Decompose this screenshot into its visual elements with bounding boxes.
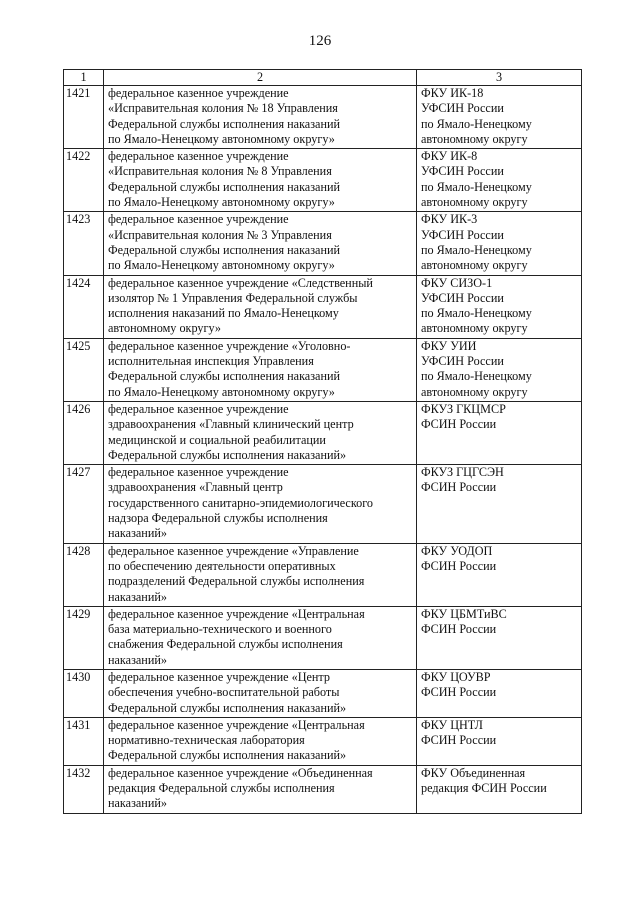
institution-abbreviation: ФКУ УОДОП ФСИН России (417, 543, 582, 606)
column-header-1: 1 (64, 70, 104, 86)
row-number: 1427 (64, 465, 104, 543)
table-row (64, 465, 582, 543)
column-header-3: 3 (417, 70, 582, 86)
institution-abbreviation: ФКУ ЦНТЛ ФСИН России (417, 717, 582, 765)
institution-abbreviation: ФКУЗ ГКЦМСР ФСИН России (417, 401, 582, 464)
institution-name: федеральное казенное учреждение «Исправительная колония № 8 Управления Федеральной службы исполнения наказаний по Ямало-Ненецкому автономному округу» (104, 149, 417, 212)
institution-name: федеральное казенное учреждение «Центральная нормативно-техническая лаборатория Федеральной службы исполнения наказаний» (104, 717, 417, 765)
row-number: 1421 (64, 86, 104, 149)
institutions-table (63, 69, 582, 814)
row-number: 1423 (64, 212, 104, 275)
institution-name: федеральное казенное учреждение «Управление по обеспечению деятельности оперативных подразделений Федеральной службы исполнения наказаний» (104, 543, 417, 606)
table-row (64, 86, 582, 149)
institution-name: федеральное казенное учреждение «Исправительная колония № 18 Управления Федеральной службы исполнения наказаний по Ямало-Ненецкому автономному округу» (104, 86, 417, 149)
row-number: 1431 (64, 717, 104, 765)
row-number: 1426 (64, 401, 104, 464)
institution-abbreviation: ФКУ УИИ УФСИН России по Ямало-Ненецкому автономному округу (417, 338, 582, 401)
institution-name: федеральное казенное учреждение «Центральная база материально-технического и военного снабжения Федеральной службы исполнения наказаний» (104, 606, 417, 669)
institution-abbreviation: ФКУ ИК-18 УФСИН России по Ямало-Ненецкому автономному округу (417, 86, 582, 149)
row-number: 1429 (64, 606, 104, 669)
row-number: 1422 (64, 149, 104, 212)
table-row (64, 275, 582, 338)
institution-name: федеральное казенное учреждение здравоохранения «Главный клинический центр медицинской и социальной реабилитации Федеральной службы исполнения наказаний» (104, 401, 417, 464)
table-row (64, 606, 582, 669)
institution-abbreviation: ФКУ ИК-3 УФСИН России по Ямало-Ненецкому автономному округу (417, 212, 582, 275)
institution-name: федеральное казенное учреждение «Уголовно- исполнительная инспекция Управления Федеральной службы исполнения наказаний по Ямало-Ненецкому автономному округу» (104, 338, 417, 401)
table-header-row (64, 70, 582, 86)
institution-name: федеральное казенное учреждение «Объединенная редакция Федеральной службы исполнения наказаний» (104, 765, 417, 813)
institution-name: федеральное казенное учреждение здравоохранения «Главный центр государственного санитарно-эпидемиологического надзора Федеральной службы исполнения наказаний» (104, 465, 417, 543)
institution-abbreviation: ФКУ Объединенная редакция ФСИН России (417, 765, 582, 813)
table-row (64, 543, 582, 606)
institution-abbreviation: ФКУ ЦОУВР ФСИН России (417, 669, 582, 717)
institution-abbreviation: ФКУЗ ГЦГСЭН ФСИН России (417, 465, 582, 543)
table-row (64, 401, 582, 464)
table-row (64, 669, 582, 717)
table-row (64, 212, 582, 275)
institution-name: федеральное казенное учреждение «Центр обеспечения учебно-воспитательной работы Федеральной службы исполнения наказаний» (104, 669, 417, 717)
row-number: 1424 (64, 275, 104, 338)
institution-name: федеральное казенное учреждение «Следственный изолятор № 1 Управления Федеральной службы исполнения наказаний по Ямало-Ненецкому автономному округу» (104, 275, 417, 338)
institution-abbreviation: ФКУ СИЗО-1 УФСИН России по Ямало-Ненецкому автономному округу (417, 275, 582, 338)
institution-abbreviation: ФКУ ЦБМТиВС ФСИН России (417, 606, 582, 669)
institution-name: федеральное казенное учреждение «Исправительная колония № 3 Управления Федеральной службы исполнения наказаний по Ямало-Ненецкому автономному округу» (104, 212, 417, 275)
table-row (64, 717, 582, 765)
row-number: 1428 (64, 543, 104, 606)
column-header-2: 2 (104, 70, 417, 86)
row-number: 1425 (64, 338, 104, 401)
table-row (64, 765, 582, 813)
institution-abbreviation: ФКУ ИК-8 УФСИН России по Ямало-Ненецкому автономному округу (417, 149, 582, 212)
row-number: 1432 (64, 765, 104, 813)
table-row (64, 149, 582, 212)
row-number: 1430 (64, 669, 104, 717)
table-row (64, 338, 582, 401)
page-number: 126 (308, 33, 332, 49)
